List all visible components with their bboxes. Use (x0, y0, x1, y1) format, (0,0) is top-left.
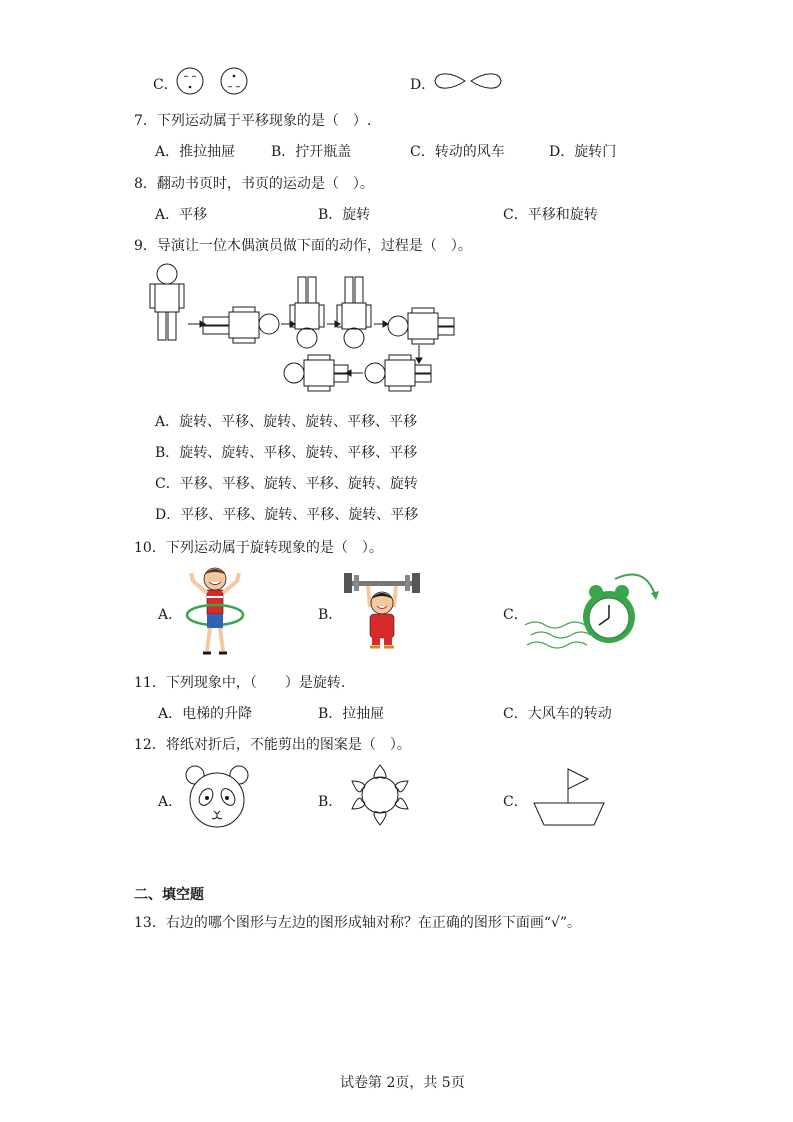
q7-stem: 7．下列运动属于平移现象的是（ ）. (134, 113, 372, 129)
q11-stem: 11．下列现象中，（ ）是旋转. (134, 675, 346, 691)
q9-puppet-diagram (145, 262, 460, 392)
q7-option-b[interactable]: B．拧开瓶盖 (271, 144, 352, 160)
q9-stem: 9．导演让一位木偶演员做下面的动作，过程是（ ）。 (134, 238, 472, 254)
q6-option-d-label[interactable]: D． (410, 77, 436, 93)
q12-sailboat-figure (532, 765, 608, 829)
q10-option-a-label[interactable]: A． (158, 607, 183, 623)
q7-option-d[interactable]: D．旋转门 (549, 144, 617, 160)
q12-panda-figure (185, 765, 249, 829)
q10-option-c-label[interactable]: C． (503, 607, 528, 623)
q11-option-a[interactable]: A．电梯的升降 (158, 706, 253, 722)
q9-option-b[interactable]: B．旋转、旋转、平移、旋转、平移、平移 (155, 445, 418, 461)
q6-option-c-label[interactable]: C． (153, 77, 178, 93)
q12-option-a-label[interactable]: A． (158, 794, 183, 810)
q6-option-c-figure (176, 67, 254, 97)
section-title-fill-in: 二、填空题 (134, 887, 204, 903)
q8-option-b[interactable]: B．旋转 (318, 207, 371, 223)
q8-option-a[interactable]: A．平移 (155, 207, 208, 223)
q9-option-a[interactable]: A．旋转、平移、旋转、旋转、平移、平移 (155, 414, 418, 430)
q6-option-d-figure (433, 70, 505, 94)
q7-option-c[interactable]: C．转动的风车 (410, 144, 505, 160)
q10-rolling-clock-image (525, 573, 665, 653)
q12-stem: 12．将纸对折后，不能剪出的图案是（ ）。 (134, 737, 411, 753)
q7-option-a[interactable]: A．推拉抽屉 (155, 144, 236, 160)
q13-stem: 13．右边的哪个图形与左边的图形成轴对称？在正确的图形下面画“√”。 (134, 915, 582, 931)
q11-option-c[interactable]: C．大风车的转动 (503, 706, 612, 722)
q12-option-b-label[interactable]: B． (318, 794, 343, 810)
q10-hula-hoop-boy-image (183, 563, 247, 659)
q8-stem: 8．翻动书页时，书页的运动是（ ）。 (134, 176, 374, 192)
q9-option-d[interactable]: D．平移、平移、旋转、平移、旋转、平移 (155, 507, 419, 523)
q10-option-b-label[interactable]: B． (318, 607, 343, 623)
q12-option-c-label[interactable]: C． (503, 794, 528, 810)
page-footer: 试卷第 2页，共 5页 (340, 1075, 465, 1091)
q8-option-c[interactable]: C．平移和旋转 (503, 207, 598, 223)
q10-weightlifter-image (342, 573, 422, 651)
q12-flower-figure (348, 763, 412, 827)
q9-option-c[interactable]: C．平移、平移、旋转、平移、旋转、旋转 (155, 476, 418, 492)
q11-option-b[interactable]: B．拉抽屉 (318, 706, 385, 722)
q10-stem: 10．下列运动属于旋转现象的是（ ）。 (134, 540, 383, 556)
